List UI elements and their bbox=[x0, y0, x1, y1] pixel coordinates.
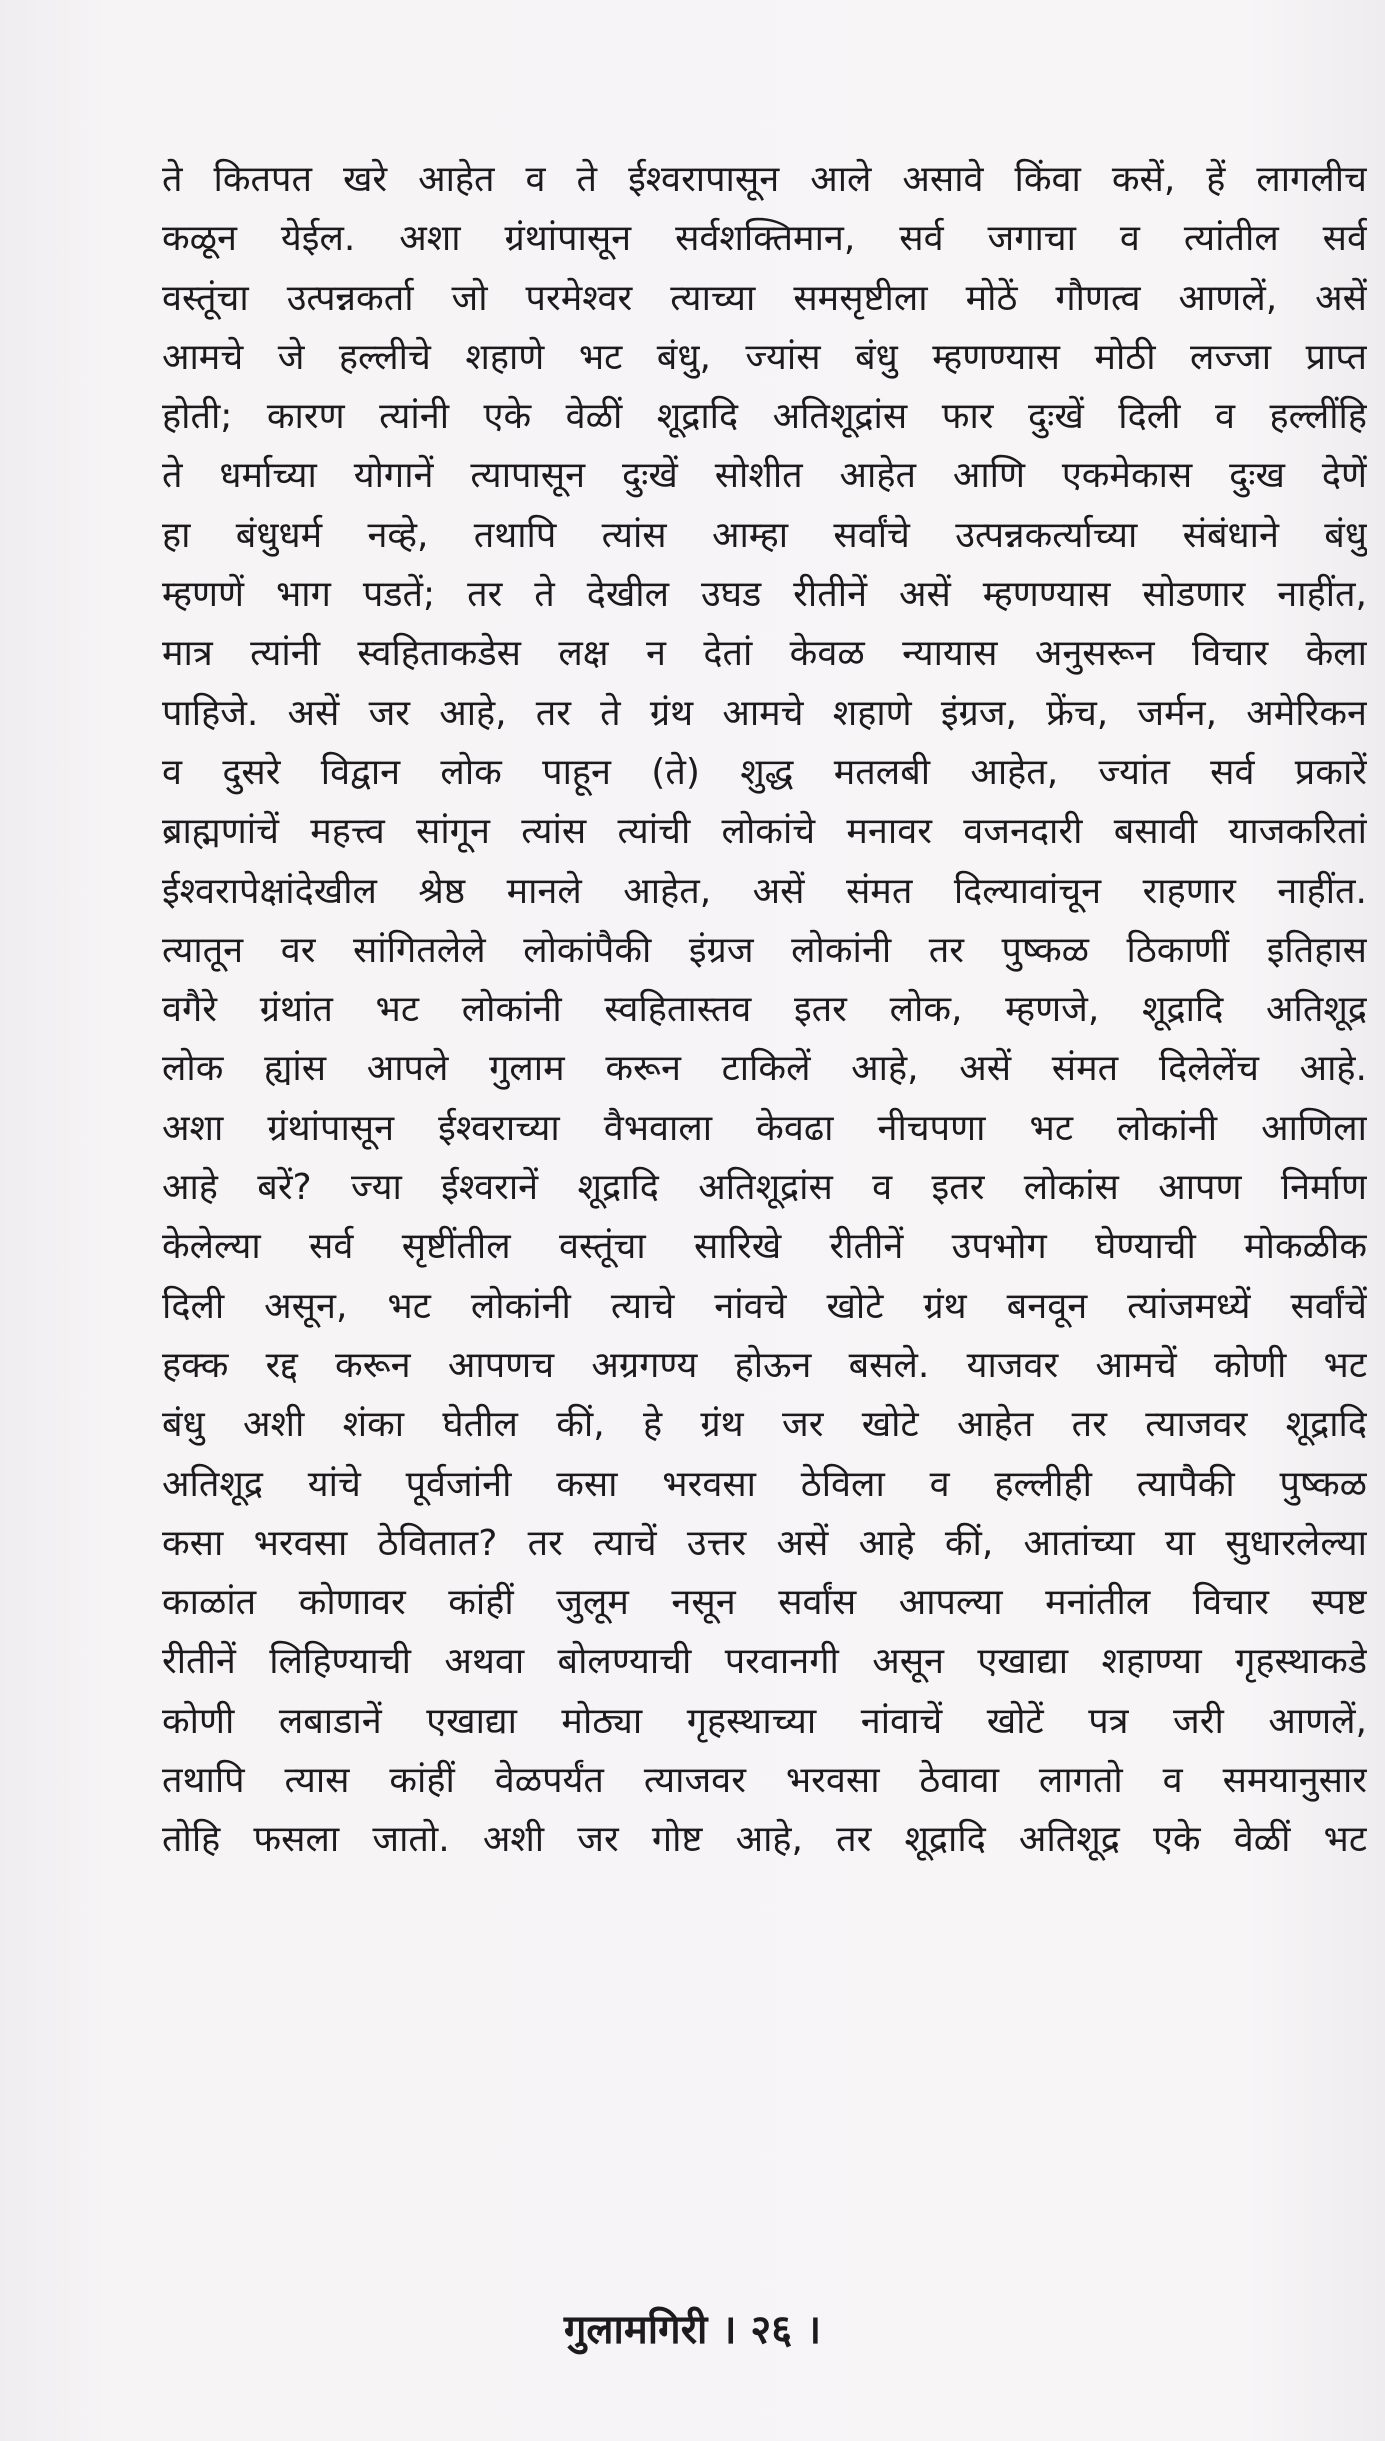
text-line: ते कितपत खरे आहेत व ते ईश्वरापासून आले असावे किंवा कसें, हें लागलीच bbox=[162, 159, 1367, 200]
text-line: लोक ह्यांस आपले गुलाम करून टाकिलें आहे, असें संमत दिलेलेंच आहे. bbox=[162, 1048, 1367, 1090]
text-line: अशा ग्रंथांपासून ईश्वराच्या वैभवाला केवढा नीचपणा भट लोकांनी आणिला bbox=[162, 1107, 1367, 1149]
text-line: दिली असून, भट लोकांनी त्याचे नांवचे खोटे ग्रंथ बनवून त्यांजमध्यें सर्वांचें bbox=[162, 1285, 1367, 1327]
text-line: ते धर्माच्या योगानें त्यापासून दुःखें सोशीत आहेत आणि एकमेकास दुःख देणें bbox=[162, 455, 1367, 497]
text-line: अतिशूद्र यांचे पूर्वजांनी कसा भरवसा ठेविला व हल्लीही त्यापैकी पुष्कळ bbox=[162, 1463, 1367, 1505]
text-line: केलेल्या सर्व सृष्टींतील वस्तूंचा सारिखे रीतीनें उपभोग घेण्याची मोकळीक bbox=[162, 1226, 1367, 1268]
text-line: वस्तूंचा उत्पन्नकर्ता जो परमेश्वर त्याच्या समसृष्टीला मोठें गौणत्व आणलें, असें bbox=[162, 277, 1367, 319]
text-line: हक्क रद्द करून आपणच अग्रगण्य होऊन बसले. याजवर आमचें कोणी भट bbox=[162, 1344, 1367, 1386]
text-line: बंधु अशी शंका घेतील कीं, हे ग्रंथ जर खोटे आहेत तर त्याजवर शूद्रादि bbox=[162, 1404, 1367, 1446]
text-line: तोहि फसला जातो. अशी जर गोष्ट आहे, तर शूद्रादि अतिशूद्र एके वेळीं भट bbox=[162, 1819, 1367, 1861]
text-line: रीतीनें लिहिण्याची अथवा बोलण्याची परवानगी असून एखाद्या शहाण्या गृहस्थाकडे bbox=[162, 1641, 1367, 1683]
text-line: आमचे जे हल्लीचे शहाणे भट बंधु, ज्यांस बंधु म्हणण्यास मोठी लज्जा प्राप्त bbox=[162, 336, 1367, 378]
text-line: मात्र त्यांनी स्वहिताकडेस लक्ष न देतां केवळ न्यायास अनुसरून विचार केला bbox=[162, 633, 1367, 675]
text-line: वगैरे ग्रंथांत भट लोकांनी स्वहितास्तव इतर लोक, म्हणजे, शूद्रादि अतिशूद्र bbox=[162, 989, 1367, 1031]
text-line: कळून येईल. अशा ग्रंथांपासून सर्वशक्तिमान, सर्व जगाचा व त्यांतील सर्व bbox=[162, 218, 1367, 260]
text-line: हा बंधुधर्म नव्हे, तथापि त्यांस आम्हा सर्वांचे उत्पन्नकर्त्याच्या संबंधाने बंधु bbox=[162, 514, 1367, 556]
page-body-text bbox=[162, 150, 1367, 1870]
text-line: ईश्वरापेक्षांदेखील श्रेष्ठ मानले आहेत, असें संमत दिल्यावांचून राहणार नाहींत. bbox=[162, 870, 1367, 912]
text-line: काळांत कोणावर कांहीं जुलूम नसून सर्वांस आपल्या मनांतील विचार स्पष्ट bbox=[162, 1582, 1367, 1624]
text-line: म्हणणें भाग पडतें; तर ते देखील उघड रीतीनें असें म्हणण्यास सोडणार नाहींत, bbox=[162, 574, 1367, 616]
text-line: होती; कारण त्यांनी एके वेळीं शूद्रादि अतिशूद्रांस फार दुःखें दिली व हल्लींहि bbox=[162, 396, 1367, 438]
text-line: त्यातून वर सांगितलेले लोकांपैकी इंग्रज लोकांनी तर पुष्कळ ठिकाणीं इतिहास bbox=[162, 929, 1367, 971]
page-footer: गुलामगिरी । २६ । bbox=[563, 2307, 822, 2353]
text-line: पाहिजे. असें जर आहे, तर ते ग्रंथ आमचे शहाणे इंग्रज, फ्रेंच, जर्मन, अमेरिकन bbox=[162, 692, 1367, 734]
text-line: कोणी लबाडानें एखाद्या मोठ्या गृहस्थाच्या नांवाचें खोटें पत्र जरी आणलें, bbox=[162, 1700, 1367, 1742]
text-line: ब्राह्मणांचें महत्त्व सांगून त्यांस त्यांची लोकांचे मनावर वजनदारी बसावी याजकरितां bbox=[162, 811, 1367, 853]
text-line: व दुसरे विद्वान लोक पाहून (ते) शुद्ध मतलबी आहेत, ज्यांत सर्व प्रकारें bbox=[162, 751, 1367, 793]
text-line: आहे बरें? ज्या ईश्वरानें शूद्रादि अतिशूद्रांस व इतर लोकांस आपण निर्माण bbox=[162, 1167, 1367, 1209]
text-line: कसा भरवसा ठेवितात? तर त्याचें उत्तर असें आहे कीं, आतांच्या या सुधारलेल्या bbox=[162, 1522, 1367, 1564]
text-line: तथापि त्यास कांहीं वेळपर्यंत त्याजवर भरवसा ठेवावा लागतो व समयानुसार bbox=[162, 1760, 1367, 1802]
